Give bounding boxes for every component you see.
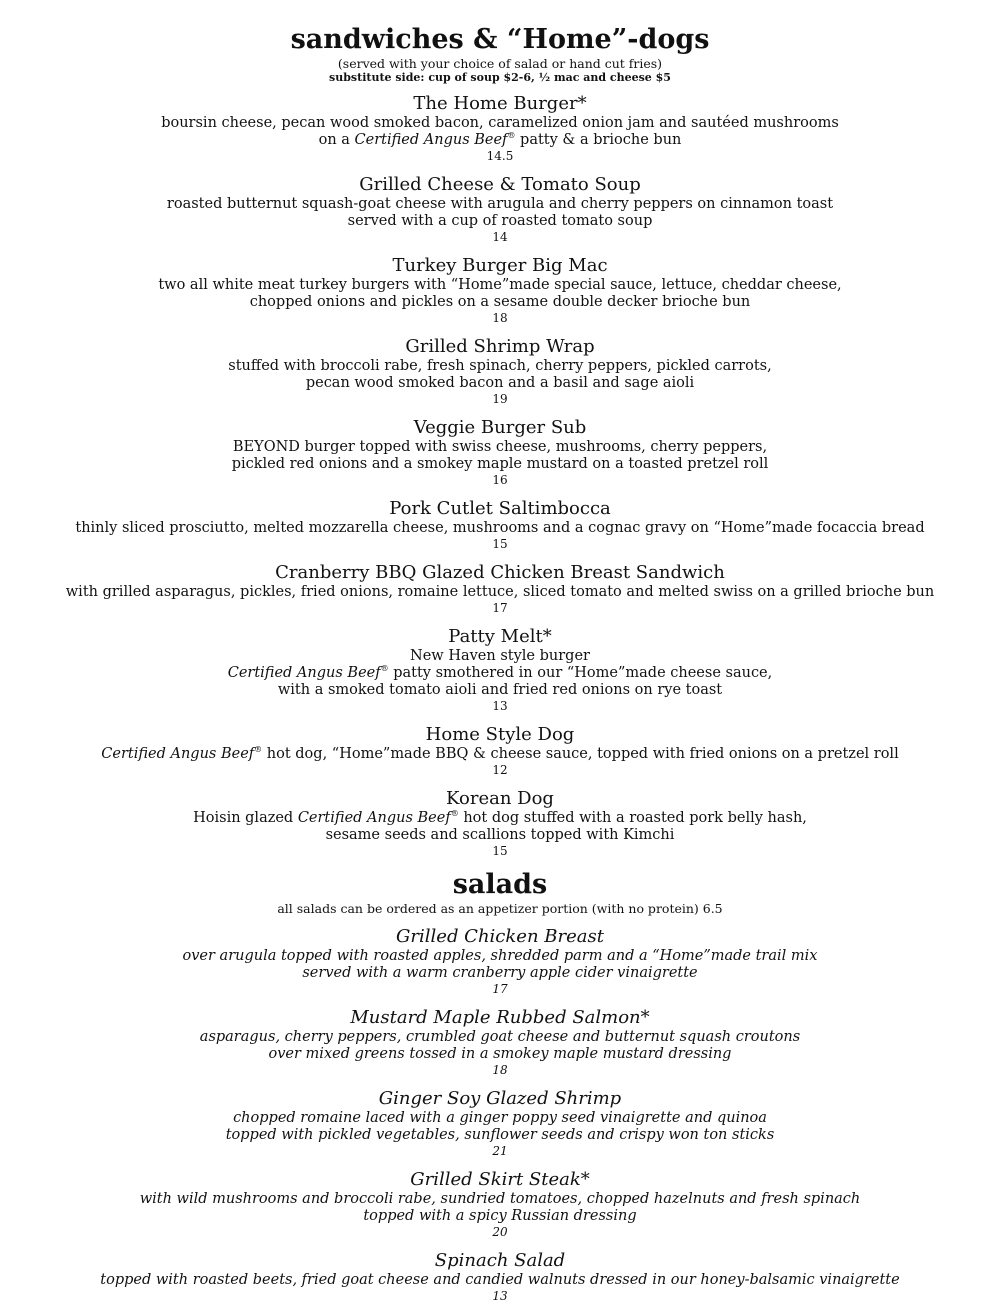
description-text: with wild mushrooms and broccoli rabe, sundried tomatoes, chopped hazelnuts and fresh spinach bbox=[139, 1191, 861, 1207]
description-text: two all white meat turkey burgers with “Home”made special sauce, lettuce, cheddar cheese, bbox=[158, 277, 842, 293]
substitute-side-note: substitute side: cup of soup $2-6, ½ mac and cheese $5 bbox=[329, 71, 671, 84]
item-description-line bbox=[0, 456, 1000, 473]
description-text: stuffed with broccoli rabe, fresh spinach, cherry peppers, pickled carrots, bbox=[228, 358, 772, 374]
description-text: over arugula topped with roasted apples, shredded parm and a “Home”made trail mix bbox=[182, 948, 818, 964]
item-price: 13 bbox=[492, 699, 508, 713]
menu-item bbox=[0, 1007, 1000, 1078]
item-name: Grilled Cheese & Tomato Soup bbox=[359, 174, 641, 195]
registered-mark: ® bbox=[450, 809, 459, 819]
item-name: Cranberry BBQ Glazed Chicken Breast Sandwich bbox=[275, 562, 725, 583]
item-price: 16 bbox=[492, 473, 508, 487]
description-text: served with a warm cranberry apple cider vinaigrette bbox=[302, 965, 698, 981]
description-text: thinly sliced prosciutto, melted mozzarella cheese, mushrooms and a cognac gravy on “Home”made focaccia bread bbox=[75, 520, 925, 536]
sandwiches-subtitle: (served with your choice of salad or hand cut fries) bbox=[337, 56, 663, 71]
item-name: Veggie Burger Sub bbox=[413, 417, 587, 438]
item-description-line bbox=[0, 1046, 1000, 1063]
item-name: Patty Melt* bbox=[448, 626, 552, 647]
description-text: asparagus, cherry peppers, crumbled goat cheese and butternut squash croutons bbox=[199, 1029, 801, 1045]
item-price: 17 bbox=[492, 982, 508, 996]
menu-item bbox=[0, 788, 1000, 859]
salads-appetizer-note: all salads can be ordered as an appetizer portion (with no protein) 6.5 bbox=[277, 901, 723, 916]
menu-item bbox=[0, 626, 1000, 714]
menu-item bbox=[0, 93, 1000, 164]
description-text: New Haven style burger bbox=[410, 648, 590, 664]
item-description-line bbox=[0, 294, 1000, 311]
item-description-line bbox=[0, 665, 1000, 682]
item-description-line bbox=[0, 965, 1000, 982]
item-description-line bbox=[0, 277, 1000, 294]
menu-item bbox=[0, 1169, 1000, 1240]
item-name: Mustard Maple Rubbed Salmon* bbox=[350, 1007, 650, 1028]
menu-item bbox=[0, 174, 1000, 245]
brand-name: Certified Angus Beef bbox=[101, 746, 255, 762]
item-name: Grilled Skirt Steak* bbox=[410, 1169, 590, 1190]
item-description-line bbox=[0, 682, 1000, 699]
item-description-line bbox=[0, 746, 1000, 763]
menu-item bbox=[0, 417, 1000, 488]
item-price: 18 bbox=[492, 1063, 508, 1077]
item-description-line bbox=[0, 1029, 1000, 1046]
description-text: topped with a spicy Russian dressing bbox=[363, 1208, 637, 1224]
menu-item bbox=[0, 562, 1000, 616]
description-text: with grilled asparagus, pickles, fried onions, romaine lettuce, sliced tomato and melted swiss on a grilled brioche bun bbox=[65, 584, 935, 600]
description-text: topped with roasted beets, fried goat cheese and candied walnuts dressed in our honey-balsamic vinaigrette bbox=[100, 1272, 900, 1288]
menu-item bbox=[0, 336, 1000, 407]
description-text: over mixed greens tossed in a smokey maple mustard dressing bbox=[268, 1046, 732, 1062]
brand-name: Certified Angus Beef bbox=[297, 810, 451, 826]
item-price: 14 bbox=[492, 230, 508, 244]
description-text: hot dog stuffed with a roasted pork belly hash, bbox=[458, 810, 807, 826]
description-text: on a bbox=[318, 132, 355, 148]
item-description-line bbox=[0, 810, 1000, 827]
item-name: Spinach Salad bbox=[434, 1250, 566, 1271]
description-text: hot dog, “Home”made BBQ & cheese sauce, topped with fried onions on a pretzel roll bbox=[262, 746, 899, 762]
item-price: 15 bbox=[492, 844, 508, 858]
description-text: BEYOND burger topped with swiss cheese, mushrooms, cherry peppers, bbox=[232, 439, 768, 455]
salads-title: salads bbox=[452, 869, 548, 900]
description-text: boursin cheese, pecan wood smoked bacon, caramelized onion jam and sautéed mushrooms bbox=[161, 115, 839, 131]
item-description-line bbox=[0, 1127, 1000, 1144]
brand-name: Certified Angus Beef bbox=[354, 132, 508, 148]
item-name: Grilled Shrimp Wrap bbox=[405, 336, 595, 357]
item-description-line bbox=[0, 827, 1000, 844]
item-price: 13 bbox=[492, 1289, 508, 1303]
sandwiches-title: sandwiches & “Home”-dogs bbox=[290, 24, 710, 55]
item-price: 21 bbox=[492, 1144, 508, 1158]
description-text: served with a cup of roasted tomato soup bbox=[347, 213, 653, 229]
item-name: Turkey Burger Big Mac bbox=[392, 255, 608, 276]
description-text: roasted butternut squash-goat cheese with arugula and cherry peppers on cinnamon toast bbox=[166, 196, 834, 212]
item-description-line bbox=[0, 439, 1000, 456]
item-description-line bbox=[0, 132, 1000, 149]
salads-section bbox=[0, 869, 1000, 1304]
item-description-line bbox=[0, 948, 1000, 965]
item-name: Home Style Dog bbox=[425, 724, 575, 745]
description-text: pickled red onions and a smokey maple mustard on a toasted pretzel roll bbox=[231, 456, 769, 472]
description-text: chopped romaine laced with a ginger poppy seed vinaigrette and quinoa bbox=[233, 1110, 767, 1126]
description-text: Hoisin glazed bbox=[193, 810, 298, 826]
description-text: sesame seeds and scallions topped with Kimchi bbox=[325, 827, 675, 843]
item-name: Pork Cutlet Saltimbocca bbox=[389, 498, 611, 519]
item-description-line bbox=[0, 1208, 1000, 1225]
brand-name: Certified Angus Beef bbox=[227, 665, 381, 681]
salad-list bbox=[0, 926, 1000, 1304]
item-description-line bbox=[0, 375, 1000, 392]
menu-item bbox=[0, 498, 1000, 552]
description-text: topped with pickled vegetables, sunflower seeds and crispy won ton sticks bbox=[225, 1127, 775, 1143]
registered-mark: ® bbox=[507, 131, 516, 141]
item-name: Korean Dog bbox=[446, 788, 554, 809]
item-price: 17 bbox=[492, 601, 508, 615]
menu-item bbox=[0, 724, 1000, 778]
item-price: 18 bbox=[492, 311, 508, 325]
item-price: 19 bbox=[492, 392, 508, 406]
item-description-line bbox=[0, 584, 1000, 601]
item-description-line bbox=[0, 196, 1000, 213]
item-name: Ginger Soy Glazed Shrimp bbox=[378, 1088, 622, 1109]
item-description-line bbox=[0, 1110, 1000, 1127]
sandwich-list bbox=[0, 93, 1000, 859]
item-description-line bbox=[0, 213, 1000, 230]
description-text: patty smothered in our “Home”made cheese sauce, bbox=[388, 665, 773, 681]
description-text: patty & a brioche bun bbox=[515, 132, 682, 148]
item-description-line bbox=[0, 115, 1000, 132]
item-description-line bbox=[0, 648, 1000, 665]
registered-mark: ® bbox=[380, 664, 389, 674]
item-price: 12 bbox=[492, 763, 508, 777]
description-text: with a smoked tomato aioli and fried red onions on rye toast bbox=[277, 682, 723, 698]
menu-item bbox=[0, 255, 1000, 326]
menu-item bbox=[0, 926, 1000, 997]
item-price: 15 bbox=[492, 537, 508, 551]
description-text: chopped onions and pickles on a sesame double decker brioche bun bbox=[249, 294, 751, 310]
item-price: 20 bbox=[492, 1225, 508, 1239]
description-text: pecan wood smoked bacon and a basil and sage aioli bbox=[305, 375, 695, 391]
item-price: 14.5 bbox=[486, 149, 514, 163]
item-description-line bbox=[0, 1191, 1000, 1208]
menu-item bbox=[0, 1250, 1000, 1304]
menu-item bbox=[0, 1088, 1000, 1159]
item-description-line bbox=[0, 358, 1000, 375]
item-name: The Home Burger* bbox=[413, 93, 587, 114]
item-description-line bbox=[0, 1272, 1000, 1289]
item-description-line bbox=[0, 520, 1000, 537]
sandwiches-section bbox=[0, 24, 1000, 859]
item-name: Grilled Chicken Breast bbox=[396, 926, 604, 947]
registered-mark: ® bbox=[254, 745, 263, 755]
